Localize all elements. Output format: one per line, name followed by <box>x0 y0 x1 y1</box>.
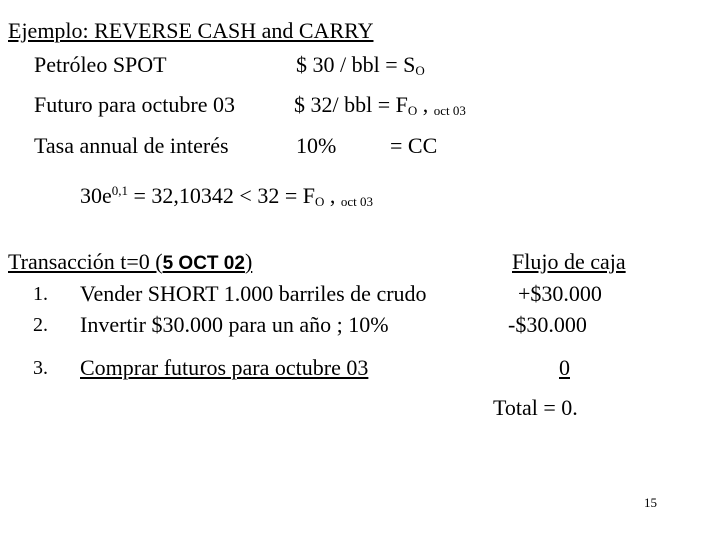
row-flow: 0 <box>559 355 570 380</box>
page-number: 15 <box>644 495 657 510</box>
row-flow: -$30.000 <box>508 312 587 337</box>
flow-header: Flujo de caja <box>512 249 626 274</box>
row-number: 3. <box>33 357 48 379</box>
total: Total = 0. <box>493 395 578 420</box>
futuro-value: $ 32/ bbl = $F_O$ , $_{oct 03}$ <box>294 92 466 118</box>
futuro-label: Futuro para octubre 03 <box>34 92 235 117</box>
row-flow: +$30.000 <box>518 281 602 306</box>
tasa-value: 10% <box>296 133 337 158</box>
transaction-header: Transacción t=0 (5 OCT 02) <box>8 249 253 274</box>
row-text: Comprar futuros para octubre 03 <box>80 355 369 380</box>
spot-value: $ 30 / bbl = $S_O$ <box>296 52 425 78</box>
row-text: Vender SHORT 1.000 barriles de crudo <box>80 281 427 306</box>
row-text: Invertir $30.000 para un año ; 10% <box>80 312 389 337</box>
tasa-label: Tasa annual de interés <box>34 133 229 158</box>
row-number: 2. <box>33 314 48 336</box>
slide-title: Ejemplo: REVERSE CASH and CARRY <box>8 18 374 43</box>
tasa-equals-cc: = CC <box>390 133 438 158</box>
spot-label: Petróleo SPOT <box>34 52 167 77</box>
calc-formula: $30e^{0,1} = 32,10342 < 32 = F_O$ , $_{oct 03}$ <box>80 183 374 209</box>
row-number: 1. <box>33 283 48 305</box>
